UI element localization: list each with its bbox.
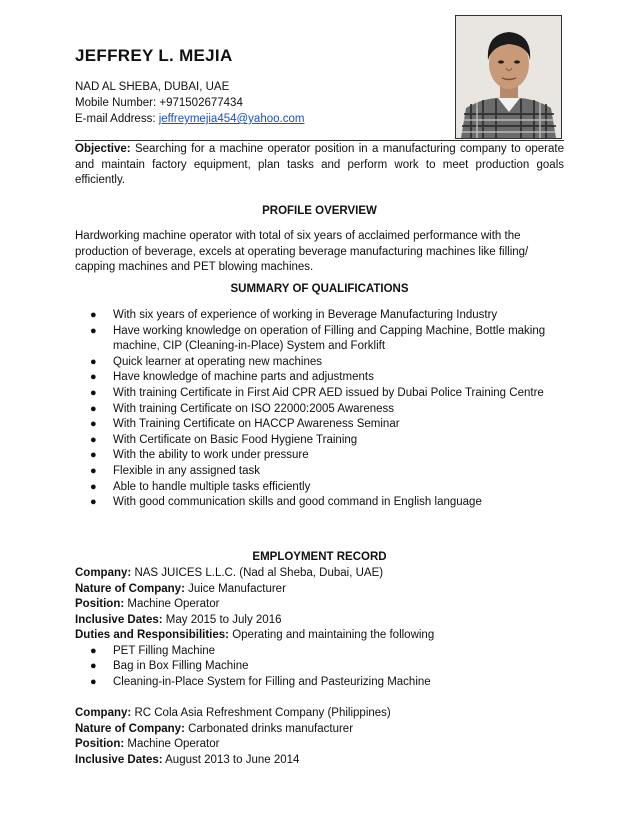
job-entry-2: [75, 706, 564, 768]
qualifications-list: [75, 308, 575, 511]
bullet-icon: ●: [90, 660, 97, 673]
job-dates-line: Inclusive Dates: May 2015 to July 2016: [75, 613, 282, 626]
job-duties-line: Duties and Responsibilities: Operating and maintaining the following: [75, 629, 435, 641]
list-item: ● Flexible in any assigned task: [75, 464, 575, 480]
job-position-line: Position: Machine Operator: [75, 738, 220, 750]
list-item: ● Quick learner at operating new machines: [75, 355, 575, 371]
list-item: ● Have working knowledge on operation of Filling and Capping Machine, Bottle making machine, CIP (Cleaning-in-Place) System and Forklift: [90, 324, 546, 353]
bullet-icon: ●: [90, 449, 97, 462]
list-item: ● With six years of experience of working in Beverage Manufacturing Industry: [75, 308, 575, 324]
list-item: ● Have knowledge of machine parts and adjustments: [75, 370, 575, 386]
bullet-icon: ●: [90, 675, 97, 688]
list-item: ● PET Filling Machine: [75, 644, 564, 660]
qualifications-heading: SUMMARY OF QUALIFICATIONS: [230, 283, 409, 295]
job-entry-1: [75, 566, 564, 690]
list-item: ● Bag in Box Filling Machine: [75, 659, 564, 675]
candidate-name: JEFFREY L. MEJIA: [75, 46, 233, 65]
job-company-line: Company: NAS JUICES L.L.C. (Nad al Sheba, Dubai, UAE): [75, 567, 384, 579]
bullet-icon: ●: [90, 464, 97, 477]
list-item: ● With training Certificate on ISO 22000:2005 Awareness: [75, 402, 575, 418]
list-item: ● With Certificate on Basic Food Hygiene Training: [75, 433, 575, 449]
email-label: E-mail Address:: [75, 113, 156, 125]
mobile-line: [75, 95, 304, 111]
bullet-icon: ●: [90, 433, 97, 446]
list-item: ● With the ability to work under pressure: [75, 448, 575, 464]
profile-photo: [455, 15, 562, 139]
job-position-line: Position: Machine Operator: [75, 598, 220, 610]
job-nature-line: Nature of Company: Carbonated drinks manufacturer: [75, 722, 354, 735]
bullet-icon: ●: [90, 355, 97, 368]
bullet-icon: ●: [90, 324, 97, 337]
list-item: ● With Training Certificate on HACCP Awareness Seminar: [75, 417, 575, 433]
duties-list: [75, 644, 564, 691]
profile-text: Hardworking machine operator with total of six years of acclaimed performance with the production of beverage, excels at operating beverage manufacturing machines like filling/ capping machines and PET blowing machines.: [75, 230, 529, 273]
list-item: ● With good communication skills and good command in English language: [75, 495, 575, 511]
bullet-icon: ●: [90, 480, 97, 493]
bullet-icon: ●: [90, 496, 97, 509]
contact-block: [75, 79, 304, 127]
job-company-line: Company: RC Cola Asia Refreshment Company (Philippines): [75, 707, 391, 719]
mobile-label: Mobile Number:: [75, 97, 157, 109]
bullet-icon: ●: [90, 386, 97, 399]
bullet-icon: ●: [90, 309, 97, 321]
list-item: ● With training Certificate in First Aid CPR AED issued by Dubai Police Training Centre: [75, 386, 575, 402]
employment-heading: EMPLOYMENT RECORD: [252, 551, 387, 563]
list-item: ● Cleaning-in-Place System for Filling and Pasteurizing Machine: [75, 675, 564, 691]
mobile-number: +971502677434: [159, 97, 243, 109]
job-dates-line: Inclusive Dates: August 2013 to June 2014: [75, 753, 300, 766]
objective-text: Searching for a machine operator position in a manufacturing company to operate and maintain factory equipment, plan tasks and perform work to meet production goals efficiently.: [75, 143, 564, 186]
address: NAD AL SHEBA, DUBAI, UAE: [75, 81, 230, 93]
email-line: [75, 111, 304, 127]
portrait-illustration: [456, 16, 561, 138]
job-nature-line: Nature of Company: Juice Manufacturer: [75, 582, 286, 595]
header-divider: [75, 140, 564, 141]
bullet-icon: ●: [90, 418, 97, 431]
objective-section: [75, 142, 564, 189]
objective-label: Objective:: [75, 143, 131, 155]
bullet-icon: ●: [90, 371, 97, 384]
profile-heading: PROFILE OVERVIEW: [262, 205, 377, 217]
bullet-icon: ●: [90, 644, 97, 657]
bullet-icon: ●: [90, 402, 97, 415]
list-item: ● Able to handle multiple tasks efficiently: [75, 480, 575, 496]
email-link[interactable]: jeffreymejia454@yahoo.com: [158, 113, 305, 125]
